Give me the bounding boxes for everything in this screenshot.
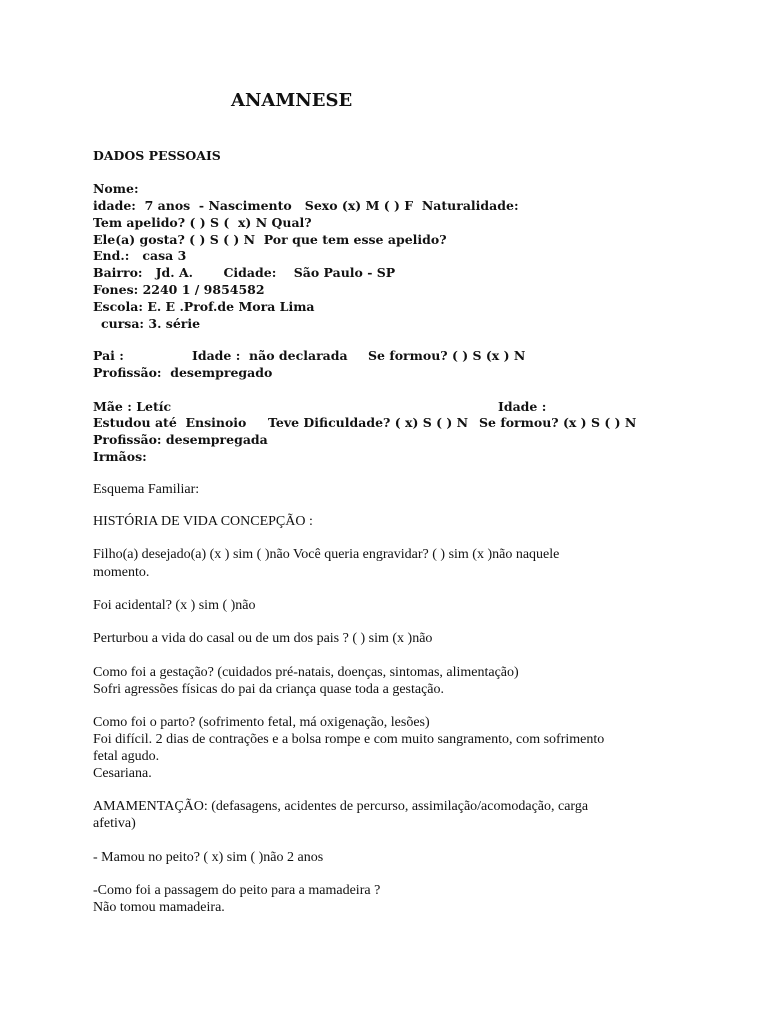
field-mae-dificuldade: Teve Dificuldade? ( x) S ( ) N xyxy=(268,415,469,430)
text-parto-answer-cont: fetal agudo. xyxy=(93,749,160,764)
field-idade: idade: 7 anos - Nascimento Sexo (x) M ( ) F Naturalidade: xyxy=(93,198,519,213)
field-fones: Fones: 2240 1 / 9854582 xyxy=(93,282,265,297)
field-gosta: Ele(a) gosta? ( ) S ( ) N Por que tem esse apelido? xyxy=(93,232,447,247)
text-amamentacao-cont: afetiva) xyxy=(93,816,136,831)
text-acidental: Foi acidental? (x ) sim ( )não xyxy=(93,598,256,613)
field-mae-profissao: Profissão: desempregada xyxy=(93,432,268,447)
text-gestacao-answer: Sofri agressões físicas do pai da criança quase toda a gestação. xyxy=(93,682,445,697)
text-perturbou: Perturbou a vida do casal ou de um dos pais ? ( ) sim (x )não xyxy=(93,631,433,646)
field-mae-idade: Idade : xyxy=(498,399,547,414)
text-gestacao-question: Como foi a gestação? (cuidados pré-natais, doenças, sintomas, alimentação) xyxy=(93,665,519,680)
text-mamadeira: Não tomou mamadeira. xyxy=(93,900,225,915)
text-parto-answer: Foi difícil. 2 dias de contrações e a bolsa rompe e com muito sangramento, com sofrimento xyxy=(93,732,605,747)
text-mamou: - Mamou no peito? ( x) sim ( )não 2 anos xyxy=(93,850,324,865)
field-irmaos: Irmãos: xyxy=(93,449,147,464)
heading-amamentacao: AMAMENTAÇÃO: (defasagens, acidentes de percurso, assimilação/acomodação, carga xyxy=(93,799,589,814)
field-pai: Pai : xyxy=(93,348,124,363)
text-cesariana: Cesariana. xyxy=(93,766,152,781)
text-esquema-familiar: Esquema Familiar: xyxy=(93,482,200,497)
section-header-dados-pessoais: DADOS PESSOAIS xyxy=(93,148,221,163)
field-nome: Nome: xyxy=(93,181,139,196)
text-parto-question: Como foi o parto? (sofrimento fetal, má oxigenação, lesões) xyxy=(93,715,430,730)
field-endereco: End.: casa 3 xyxy=(93,248,187,263)
field-cursa: cursa: 3. série xyxy=(101,316,201,331)
field-pai-profissao: Profissão: desempregado xyxy=(93,365,273,380)
heading-historia-de-vida: HISTÓRIA DE VIDA CONCEPÇÃO : xyxy=(93,514,313,529)
field-pai-idade: Idade : não declarada xyxy=(192,348,348,363)
document-title: ANAMNESE xyxy=(231,90,353,111)
field-mae-formou: Se formou? (x ) S ( ) N xyxy=(479,415,637,430)
field-bairro: Bairro: Jd. A. Cidade: São Paulo - SP xyxy=(93,265,396,280)
field-mae: Mãe : Letíc xyxy=(93,399,172,414)
field-mae-estudou: Estudou até Ensinoio xyxy=(93,415,247,430)
field-apelido: Tem apelido? ( ) S ( x) N Qual? xyxy=(93,215,312,230)
text-filho-desejado-cont: momento. xyxy=(93,565,150,580)
text-filho-desejado: Filho(a) desejado(a) (x ) sim ( )não Você queria engravidar? ( ) sim (x )não naquele xyxy=(93,547,560,562)
text-passagem: -Como foi a passagem do peito para a mamadeira ? xyxy=(93,883,381,898)
field-pai-formou: Se formou? ( ) S (x ) N xyxy=(368,348,526,363)
field-escola: Escola: E. E .Prof.de Mora Lima xyxy=(93,299,315,314)
